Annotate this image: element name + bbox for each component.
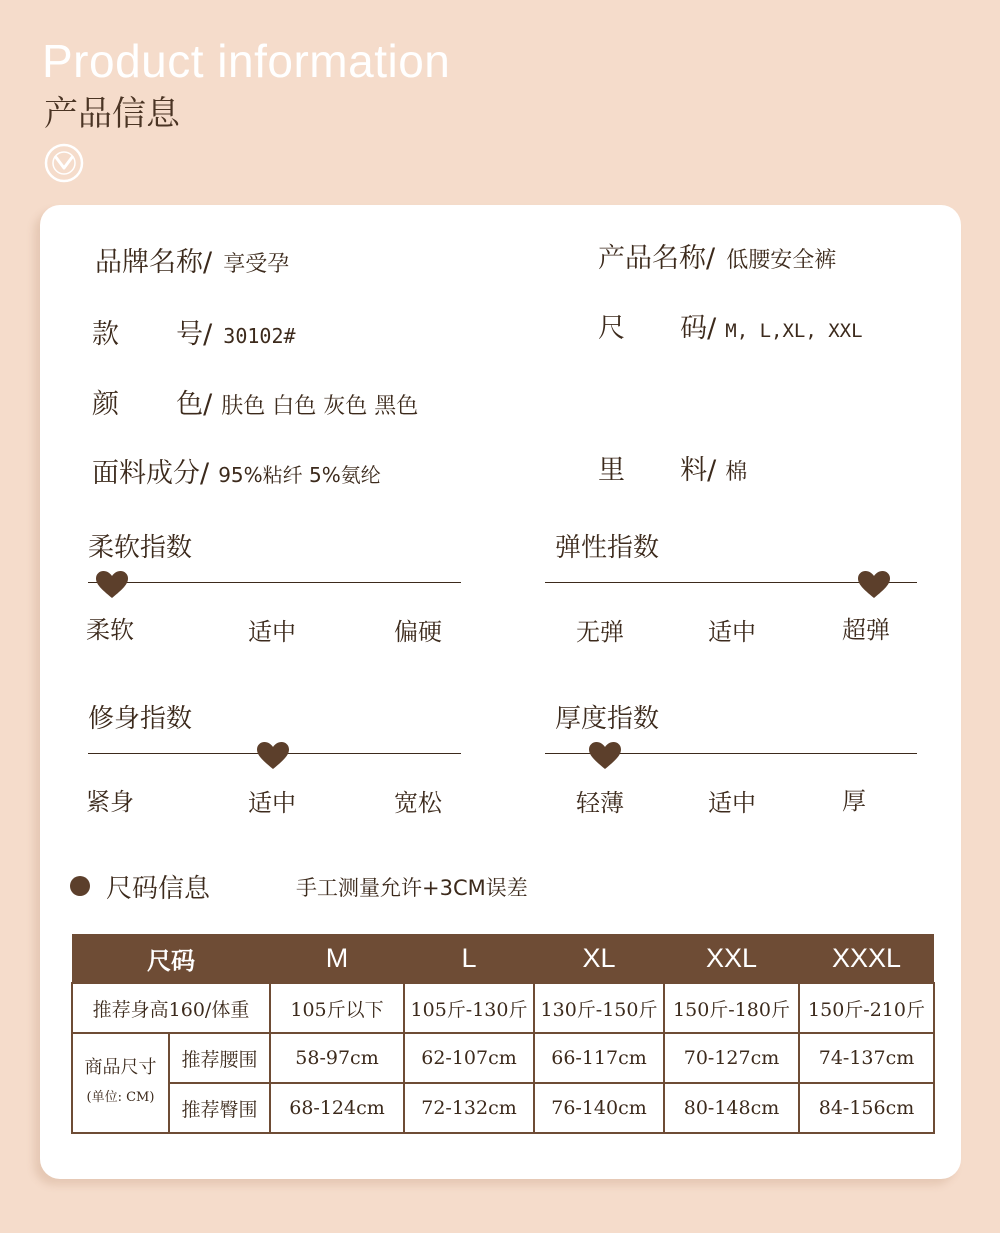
elasticity-label-medium: 适中 [708, 618, 756, 646]
fit-label-medium: 适中 [248, 789, 296, 817]
softness-label-hard: 偏硬 [394, 618, 442, 646]
bullet-dot-icon [70, 876, 90, 896]
table-row [72, 1033, 934, 1083]
model-label-b: 号/ [176, 319, 213, 350]
table-cell: 150斤-180斤 [664, 983, 799, 1033]
color-label-a: 颜 [92, 389, 119, 420]
table-cell: 58-97cm [270, 1033, 404, 1083]
product-name-row [598, 236, 836, 275]
fabric-row [92, 451, 381, 490]
row-label-height-weight: 推荐身高160/体重 [72, 983, 270, 1033]
softness-title: 柔软指数 [88, 533, 193, 563]
table-row [72, 1083, 934, 1133]
product-name-label: 产品名称/ [598, 243, 716, 274]
table-cell: 74-137cm [799, 1033, 934, 1083]
table-cell: 76-140cm [534, 1083, 664, 1133]
size-row [598, 306, 863, 345]
table-cell: 70-127cm [664, 1033, 799, 1083]
lining-label-a: 里 [598, 455, 625, 486]
lining-value: 棉 [725, 460, 748, 485]
size-table [71, 934, 935, 1134]
softness-label-medium: 适中 [248, 618, 296, 646]
table-header-xl: XL [534, 934, 664, 983]
table-cell: 105斤以下 [270, 983, 404, 1033]
thickness-label-medium: 适中 [708, 789, 756, 817]
group-label: 商品尺寸 [84, 1057, 157, 1078]
table-cell: 105斤-130斤 [404, 983, 534, 1033]
table-header-xxxl: XXXL [799, 934, 934, 983]
table-header-m: M [270, 934, 404, 983]
model-label-a: 款 [92, 319, 119, 350]
lining-row [598, 448, 747, 487]
elasticity-label-super: 超弹 [842, 616, 890, 644]
table-cell: 62-107cm [404, 1033, 534, 1083]
table-cell: 68-124cm [270, 1083, 404, 1133]
lining-label-b: 料/ [680, 455, 717, 486]
thickness-heart-icon [589, 742, 621, 770]
fit-label-tight: 紧身 [86, 788, 134, 816]
row-group-product-size [72, 1033, 169, 1133]
row-label-waist: 推荐腰围 [169, 1033, 270, 1083]
table-cell: 80-148cm [664, 1083, 799, 1133]
table-header-size: 尺码 [72, 934, 270, 983]
fit-heart-icon [257, 742, 289, 770]
title-chinese: 产品信息 [44, 94, 180, 134]
thickness-title: 厚度指数 [555, 704, 660, 734]
thickness-label-thick: 厚 [842, 787, 866, 815]
brand-row [95, 240, 289, 279]
table-header-row [72, 934, 934, 983]
fabric-label: 面料成分/ [92, 458, 210, 489]
table-cell: 66-117cm [534, 1033, 664, 1083]
color-label-b: 色/ [176, 389, 213, 420]
size-label-b: 码/ [680, 313, 717, 344]
elasticity-label-none: 无弹 [576, 618, 624, 646]
product-name-value: 低腰安全裤 [726, 248, 837, 273]
fabric-value: 95%粘纤 5%氨纶 [218, 463, 381, 487]
table-cell: 72-132cm [404, 1083, 534, 1133]
model-row [92, 312, 296, 351]
thickness-label-thin: 轻薄 [576, 789, 624, 817]
fit-label-loose: 宽松 [394, 789, 442, 817]
elasticity-heart-icon [858, 571, 890, 599]
color-row [92, 382, 418, 421]
table-cell: 130斤-150斤 [534, 983, 664, 1033]
title-english: Product information [42, 35, 451, 87]
row-label-hip: 推荐臀围 [169, 1083, 270, 1133]
size-value: M, L,XL, XXL [725, 320, 863, 342]
softness-heart-icon [96, 571, 128, 599]
size-info-title: 尺码信息 [106, 874, 211, 904]
chevron-down-circle-icon [44, 143, 84, 183]
fit-title: 修身指数 [88, 704, 193, 734]
color-value: 肤色 白色 灰色 黑色 [221, 394, 419, 419]
brand-value: 享受孕 [223, 252, 290, 277]
table-header-xxl: XXL [664, 934, 799, 983]
table-row [72, 983, 934, 1033]
table-cell: 150斤-210斤 [799, 983, 934, 1033]
model-value: 30102# [223, 324, 296, 348]
size-label-a: 尺 [598, 313, 625, 344]
table-header-l: L [404, 934, 534, 983]
group-unit: (单位: CM) [86, 1090, 155, 1105]
elasticity-title: 弹性指数 [555, 533, 660, 563]
table-cell: 84-156cm [799, 1083, 934, 1133]
measurement-note: 手工测量允许+3CM误差 [296, 876, 528, 900]
softness-scale-line [88, 582, 461, 583]
softness-label-soft: 柔软 [86, 616, 134, 644]
brand-label: 品牌名称/ [95, 247, 213, 278]
